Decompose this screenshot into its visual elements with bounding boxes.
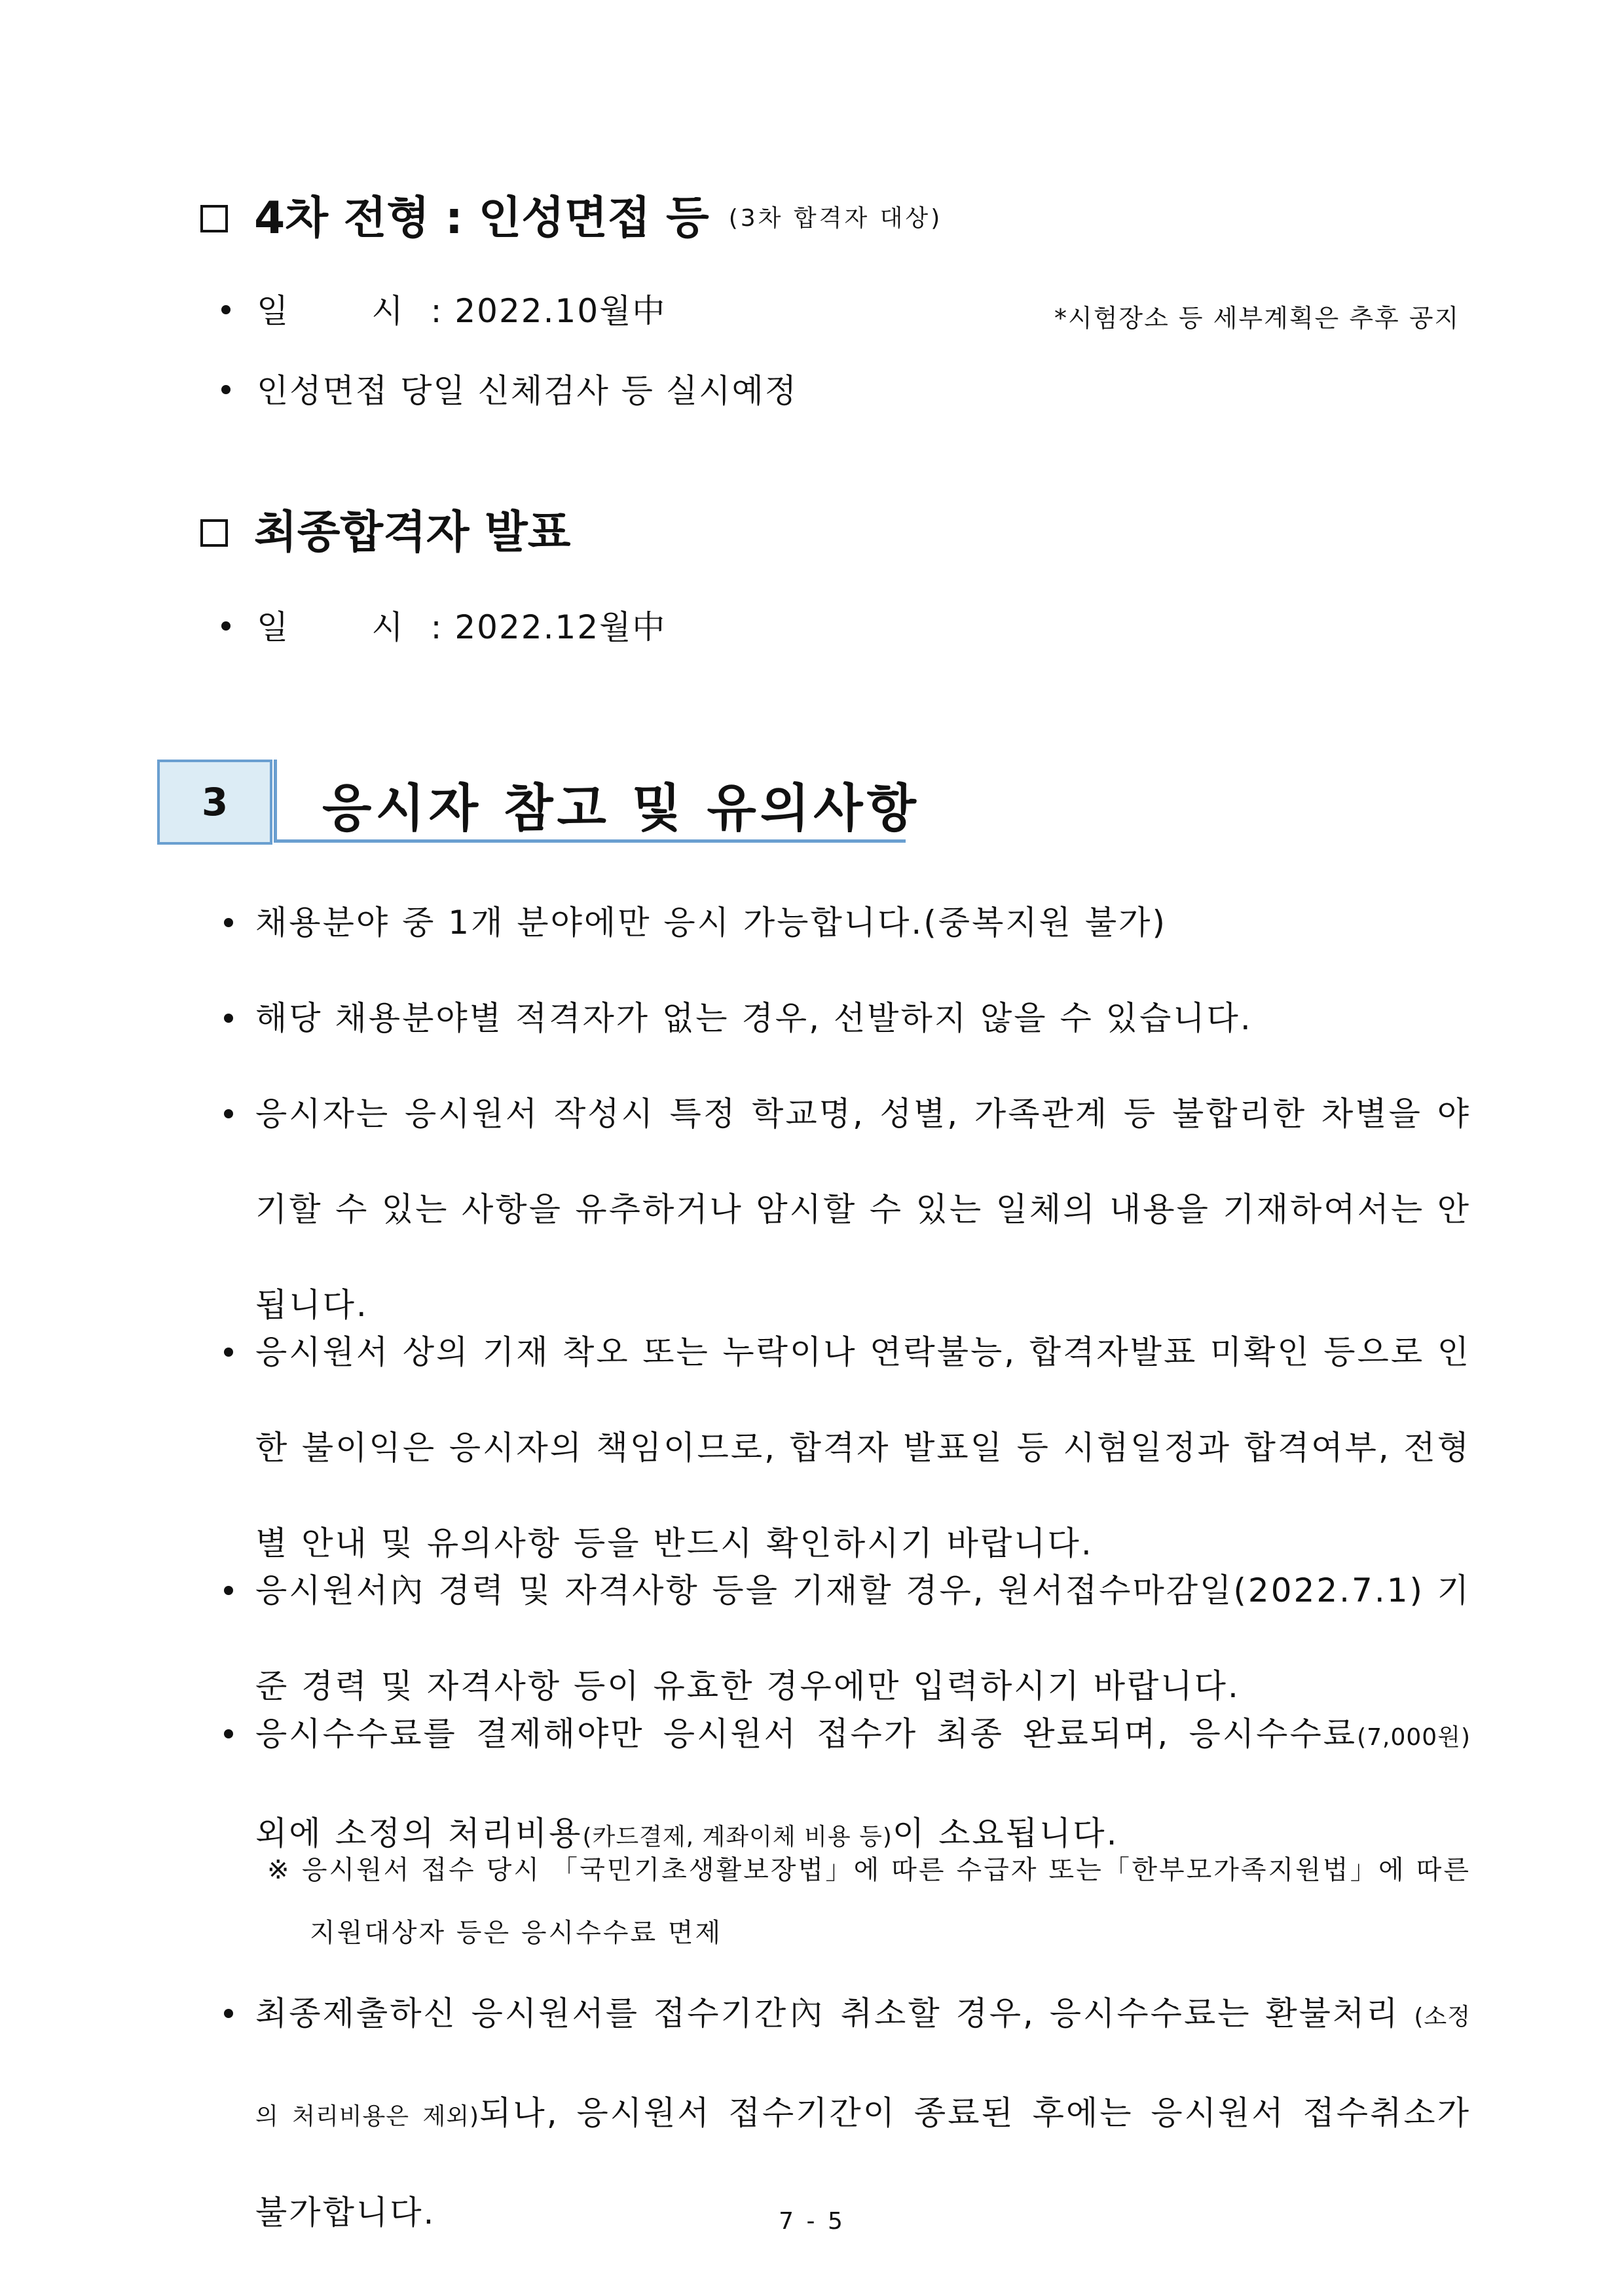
section-4th-title: 4차 전형 : 인성면접 등 <box>254 193 709 244</box>
section-final-date: 일 시 : 2022.12월中 <box>221 611 666 644</box>
bullet-icon <box>224 1586 233 1595</box>
section3-title: 응시자 참고 및 유의사항 <box>322 779 920 838</box>
notice-item-2: 해당 채용분야별 적격자가 없는 경우, 선발하지 않을 수 있습니다. <box>255 970 1471 1066</box>
section-4th-subtitle: (3차 합격자 대상) <box>728 205 943 232</box>
section-4th-heading <box>200 193 943 244</box>
section-title-left-rule <box>274 760 277 842</box>
bullet-icon <box>224 918 233 927</box>
bullet-icon <box>224 1729 233 1738</box>
section-4th-date: 일 시 : 2022.10월中 <box>221 295 666 327</box>
bullet-icon <box>224 2009 233 2018</box>
bullet-icon <box>221 385 231 394</box>
notice-item-3: 응시자는 응시원서 작성시 특정 학교명, 성별, 가족관계 등 불합리한 차별을 야기할 수 있는 사항을 유추하거나 암시할 수 있는 일체의 내용을 기재하여서는 안 됩니다. <box>255 1066 1471 1353</box>
page-number: 7 - 5 <box>779 2208 845 2235</box>
bullet-icon <box>224 1109 233 1118</box>
fee-exemption-note: ※ 응시원서 접수 당시 「국민기초생활보장법」에 따른 수급자 또는「한부모가족지원법」에 따른 지원대상자 등은 응시수수료 면제 <box>267 1855 1471 1948</box>
checkbox-icon <box>200 205 228 232</box>
notice-item-cancel: 최종제출하신 응시원서를 접수기간內 취소할 경우, 응시수수료는 환불처리 (소정의 처리비용은 제외)되나, 응시원서 접수기간이 종료된 후에는 응시원서 접수취소가 불가합니다. <box>255 1966 1471 2260</box>
checkbox-icon <box>200 519 228 547</box>
section-4th-note: *시험장소 등 세부계획은 추후 공지 <box>1054 304 1460 333</box>
bullet-icon <box>221 621 231 631</box>
notice-item-4: 응시원서 상의 기재 착오 또는 누락이나 연락불능, 합격자발표 미확인 등으로 인한 불이익은 응시자의 책임이므로, 합격자 발표일 등 시험일정과 합격여부, 전형별 안내 및 유의사항 등을 반드시 확인하시기 바랍니다. <box>255 1304 1471 1591</box>
section-4th-item: 인성면접 당일 신체검사 등 실시예정 <box>221 375 798 407</box>
notice-item-5: 응시원서內 경력 및 자격사항 등을 기재할 경우, 원서접수마감일(2022.7.1) 기준 경력 및 자격사항 등이 유효한 경우에만 입력하시기 바랍니다. <box>255 1543 1471 1734</box>
notice-item-1: 채용분야 중 1개 분야에만 응시 가능합니다.(중복지원 불가) <box>255 875 1471 970</box>
notice-item-fee: 응시수수료를 결제해야만 응시원서 접수가 최종 완료되며, 응시수수료(7,000원) 외에 소정의 처리비용(카드결제, 계좌이체 비용 등)이 소요됩니다. <box>255 1686 1471 1885</box>
section-number-box: 3 <box>157 760 272 845</box>
section-final-heading <box>200 507 571 559</box>
bullet-icon <box>224 1348 233 1357</box>
section-final-title: 최종합격자 발표 <box>254 507 571 559</box>
bullet-icon <box>221 305 231 314</box>
bullet-icon <box>224 1014 233 1023</box>
